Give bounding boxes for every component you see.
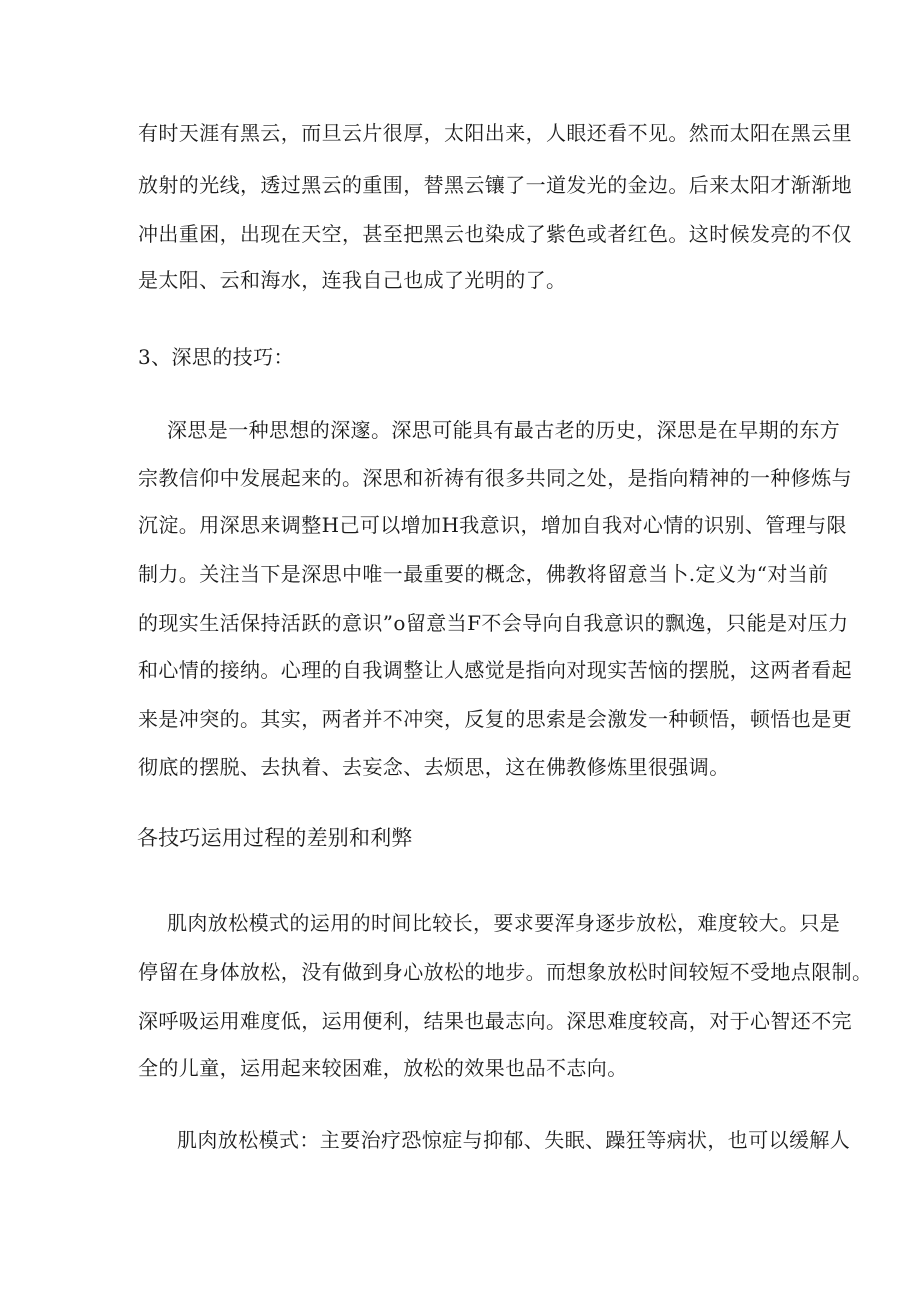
paragraph-2-line-8: 彻底的摆脱、去执着、去妄念、去烦思，这在佛教修炼里很强调。 (138, 755, 730, 779)
paragraph-2-line-5: 的现实生活保持活跃的意识”o留意当F不会导向自我意识的飘逸，只能是对压力 (138, 611, 849, 635)
paragraph-2-line-4: 制力。关注当下是深思中唯一最重要的概念，佛教将留意当卜.定义为“对当前 (138, 562, 829, 586)
paragraph-3-line-1: 肌肉放松模式的运用的时间比较长，要求要浑身逐步放松，难度较大。只是 (167, 911, 841, 935)
paragraph-2-line-7: 来是冲突的。其实，两者并不冲突，反复的思索是会激发一种顿悟，顿悟也是更 (138, 707, 852, 731)
paragraph-1-line-3: 冲出重困，出现在天空，甚至把黑云也染成了紫色或者红色。这时候发亮的不仅 (138, 222, 852, 246)
paragraph-2-line-1: 深思是一种思想的深邃。深思可能具有最古老的历史，深思是在早期的东方 (167, 418, 841, 442)
paragraph-1-line-2: 放射的光线，透过黑云的重围，替黑云镶了一道发光的金边。后来太阳才渐渐地 (138, 173, 852, 197)
paragraph-3-line-2: 停留在身体放松，没有做到身心放松的地步。而想象放松时间较短不受地点限制。 (138, 960, 873, 984)
paragraph-2-line-6: 和心情的接纳。心理的自我调整让人感觉是指向对现实苦恼的摆脱，这两者看起 (138, 658, 852, 682)
paragraph-3-line-4: 全的儿童，运用起来较困难，放松的效果也品不志向。 (138, 1056, 628, 1080)
paragraph-2-line-2: 宗教信仰中发展起来的。深思和祈祷有很多共同之处，是指向精神的一种修炼与 (138, 466, 852, 490)
section-heading: 各技巧运用过程的差别和利弊 (137, 826, 413, 850)
paragraph-2-line-3: 沉淀。用深思来调整H己可以增加H我意识，增加自我对心情的识别、管理与限 (138, 513, 847, 537)
paragraph-1-line-4: 是太阳、云和海水，连我自己也成了光明的了。 (138, 268, 567, 292)
section-3-title: 3、深思的技巧： (138, 345, 294, 369)
paragraph-3-line-3: 深呼吸运用难度低，运用便利，结果也最志向。深思难度较高，对于心智还不完 (138, 1009, 852, 1033)
paragraph-1-line-1: 有时天涯有黑云，而旦云片很厚，太阳出来，人眼还看不见。然而太阳在黑云里 (138, 121, 852, 145)
paragraph-4-line-1: 肌肉放松模式：主要治疗恐惊症与抑郁、失眠、躁狂等病状，也可以缓解人 (177, 1128, 851, 1152)
